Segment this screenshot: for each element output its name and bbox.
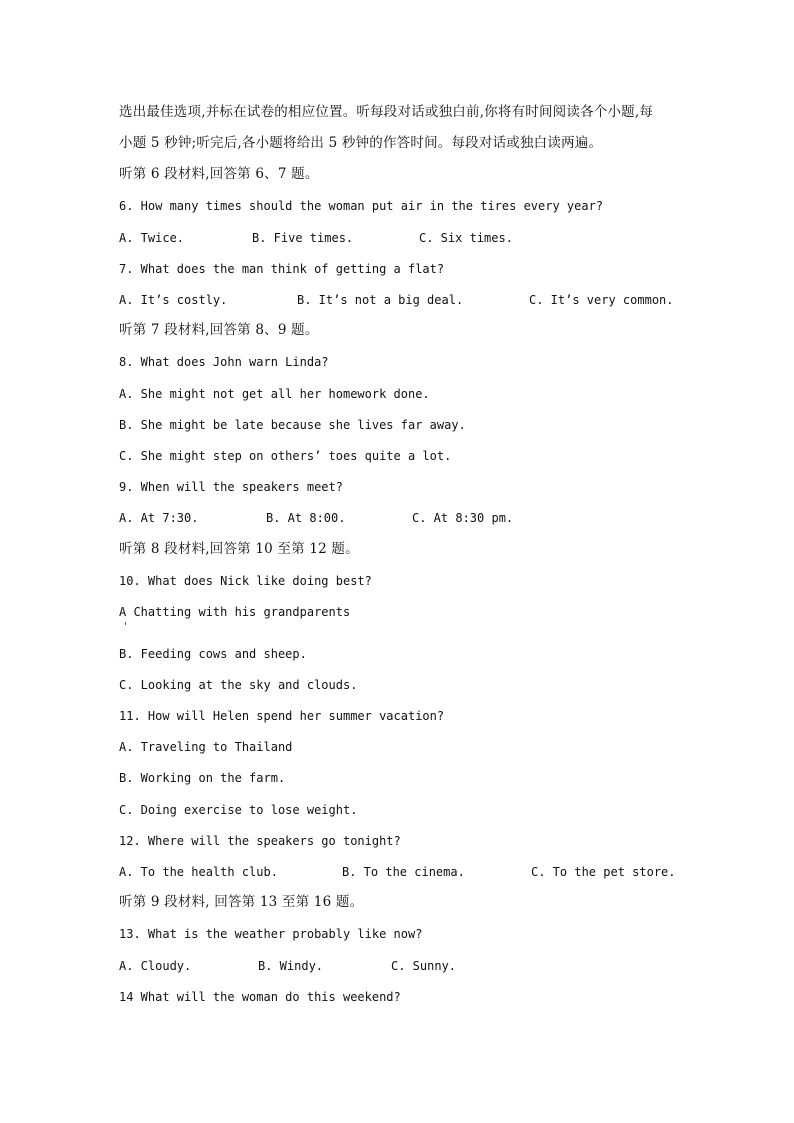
question-11: 11. How will Helen spend her summer vacation? xyxy=(119,709,445,723)
question-6-option-a: A. Twice. xyxy=(119,231,185,245)
question-10-option-a: A Chatting with his grandparents xyxy=(119,605,351,619)
question-6-option-c: C. Six times. xyxy=(419,231,513,245)
question-10: 10. What does Nick like doing best? xyxy=(119,574,372,588)
section-8-heading: 听第 8 段材料,回答第 10 至第 12 题。 xyxy=(119,541,359,557)
question-8-option-c: C. She might step on others’ toes quite a lot. xyxy=(119,449,452,463)
question-7-option-c: C. It’s very common. xyxy=(529,293,674,307)
question-9: 9. When will the speakers meet? xyxy=(119,480,343,494)
section-6-heading: 听第 6 段材料,回答第 6、7 题。 xyxy=(119,166,319,182)
question-10-option-c: C. Looking at the sky and clouds. xyxy=(119,678,358,692)
question-11-option-b: B. Working on the farm. xyxy=(119,771,286,785)
question-12: 12. Where will the speakers go tonight? xyxy=(119,834,401,848)
question-13-option-c: C. Sunny. xyxy=(391,959,457,973)
question-12-option-b: B. To the cinema. xyxy=(342,865,465,879)
question-12-option-c: C. To the pet store. xyxy=(531,865,676,879)
question-6-option-b: B. Five times. xyxy=(252,231,354,245)
question-7: 7. What does the man think of getting a flat? xyxy=(119,262,445,276)
question-14: 14 What will the woman do this weekend? xyxy=(119,990,401,1004)
question-9-option-c: C. At 8:30 pm. xyxy=(412,511,514,525)
question-12-option-a: A. To the health club. xyxy=(119,865,278,879)
question-8: 8. What does John warn Linda? xyxy=(119,355,329,369)
question-9-option-b: B. At 8:00. xyxy=(266,511,346,525)
question-8-option-b: B. She might be late because she lives far away. xyxy=(119,418,466,432)
question-13-option-a: A. Cloudy. xyxy=(119,959,192,973)
question-7-option-a: A. It’s costly. xyxy=(119,293,228,307)
question-11-option-c: C. Doing exercise to lose weight. xyxy=(119,803,358,817)
question-13: 13. What is the weather probably like now? xyxy=(119,927,423,941)
instructions-line-2: 小题 5 秒钟;听完后,各小题将给出 5 秒钟的作答时间。每段对话或独白读两遍。 xyxy=(119,135,603,151)
question-13-option-b: B. Windy. xyxy=(258,959,324,973)
stray-mark xyxy=(125,622,126,625)
question-7-option-b: B. It’s not a big deal. xyxy=(297,293,464,307)
question-11-option-a: A. Traveling to Thailand xyxy=(119,740,293,754)
section-9-heading: 听第 9 段材料, 回答第 13 至第 16 题。 xyxy=(119,894,364,910)
question-10-option-b: B. Feeding cows and sheep. xyxy=(119,647,307,661)
question-8-option-a: A. She might not get all her homework done. xyxy=(119,387,430,401)
instructions-line-1: 选出最佳选项,并标在试卷的相应位置。听每段对话或独白前,你将有时间阅读各个小题,每 xyxy=(119,104,654,120)
section-7-heading: 听第 7 段材料,回答第 8、9 题。 xyxy=(119,322,319,338)
question-9-option-a: A. At 7:30. xyxy=(119,511,199,525)
question-6: 6. How many times should the woman put air in the tires every year? xyxy=(119,199,604,213)
